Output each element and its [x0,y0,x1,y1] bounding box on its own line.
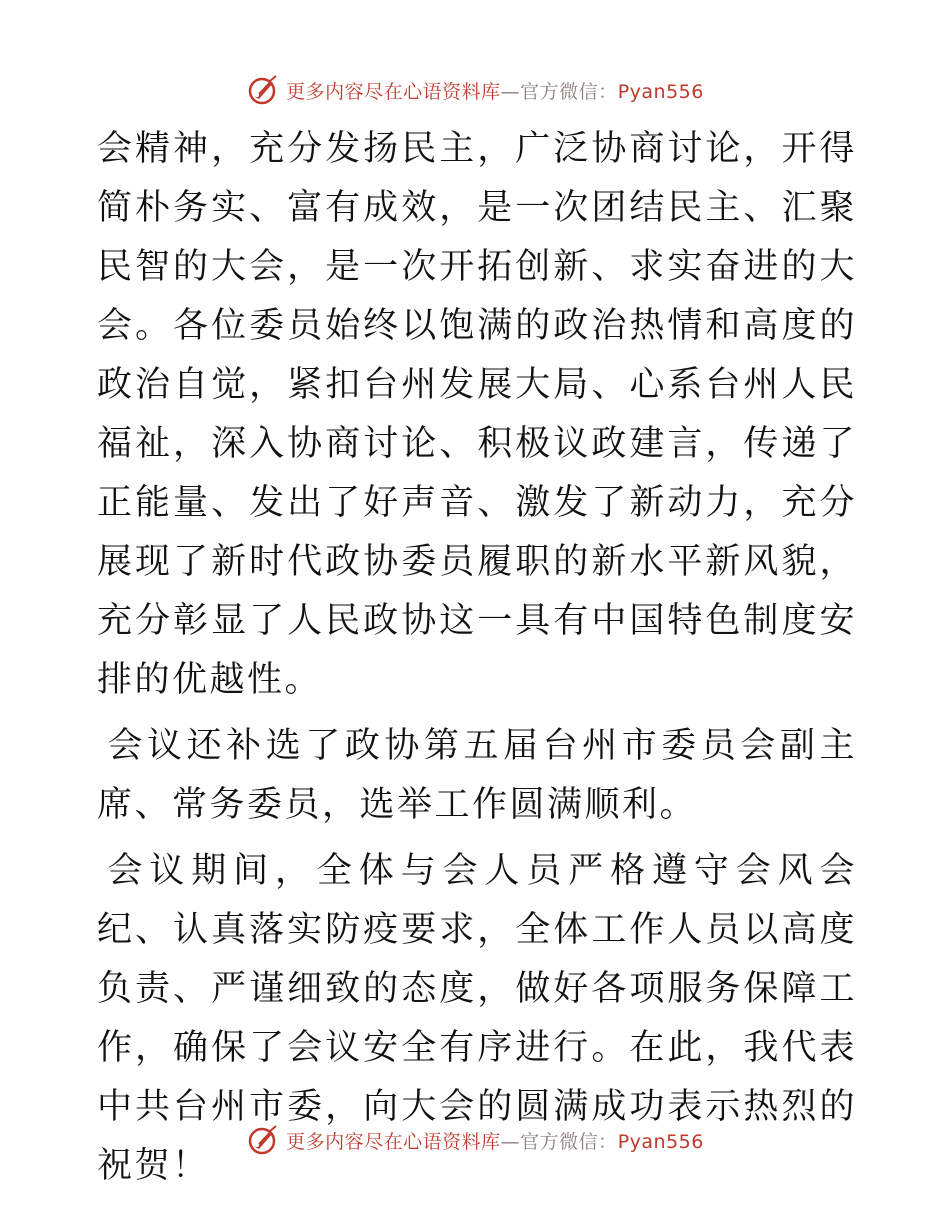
quill-circle-logo-icon [246,1123,280,1157]
quill-circle-logo-icon [246,73,280,107]
footer-banner-text [286,1127,704,1154]
document-body [97,120,857,1196]
footer-banner [0,1120,950,1160]
header-banner [0,70,950,110]
footer-banner-wechat-label: —官方微信： [500,1130,618,1153]
paragraph-1: 会精神，充分发扬民主，广泛协商讨论，开得简朴务实、富有成效，是一次团结民主、汇聚民智的大会，是一次开拓创新、求实奋进的大会。各位委员始终以饱满的政治热情和高度的政治自觉，紧扣台州发展大局、心系台州人民福祉，深入协商讨论、积极议政建言，传递了正能量、发出了好声音、激发了新动力，充分展现了新时代政协委员履职的新水平新风貌，充分彰显了人民政协这一具有中国特色制度安排的优越性。 [97,129,857,700]
header-banner-site: 更多内容尽在心语资料库 [286,80,501,103]
header-banner-wechat-id: Pyan556 [617,80,704,103]
paragraph-3: 会议期间，全体与会人员严格遵守会风会纪、认真落实防疫要求，全体工作人员以高度负责、严谨细致的态度，做好各项服务保障工作，确保了会议安全有序进行。在此，我代表中共台州市委，向大会的圆满成功表示热烈的祝贺！ [97,851,857,1186]
footer-banner-wechat-id: Pyan556 [617,1130,704,1153]
footer-banner-site: 更多内容尽在心语资料库 [286,1130,501,1153]
header-banner-text [286,77,704,104]
header-banner-wechat-label: —官方微信： [500,80,618,103]
paragraph-2: 会议还补选了政协第五届台州市委员会副主席、常务委员，选举工作圆满顺利。 [97,726,857,825]
